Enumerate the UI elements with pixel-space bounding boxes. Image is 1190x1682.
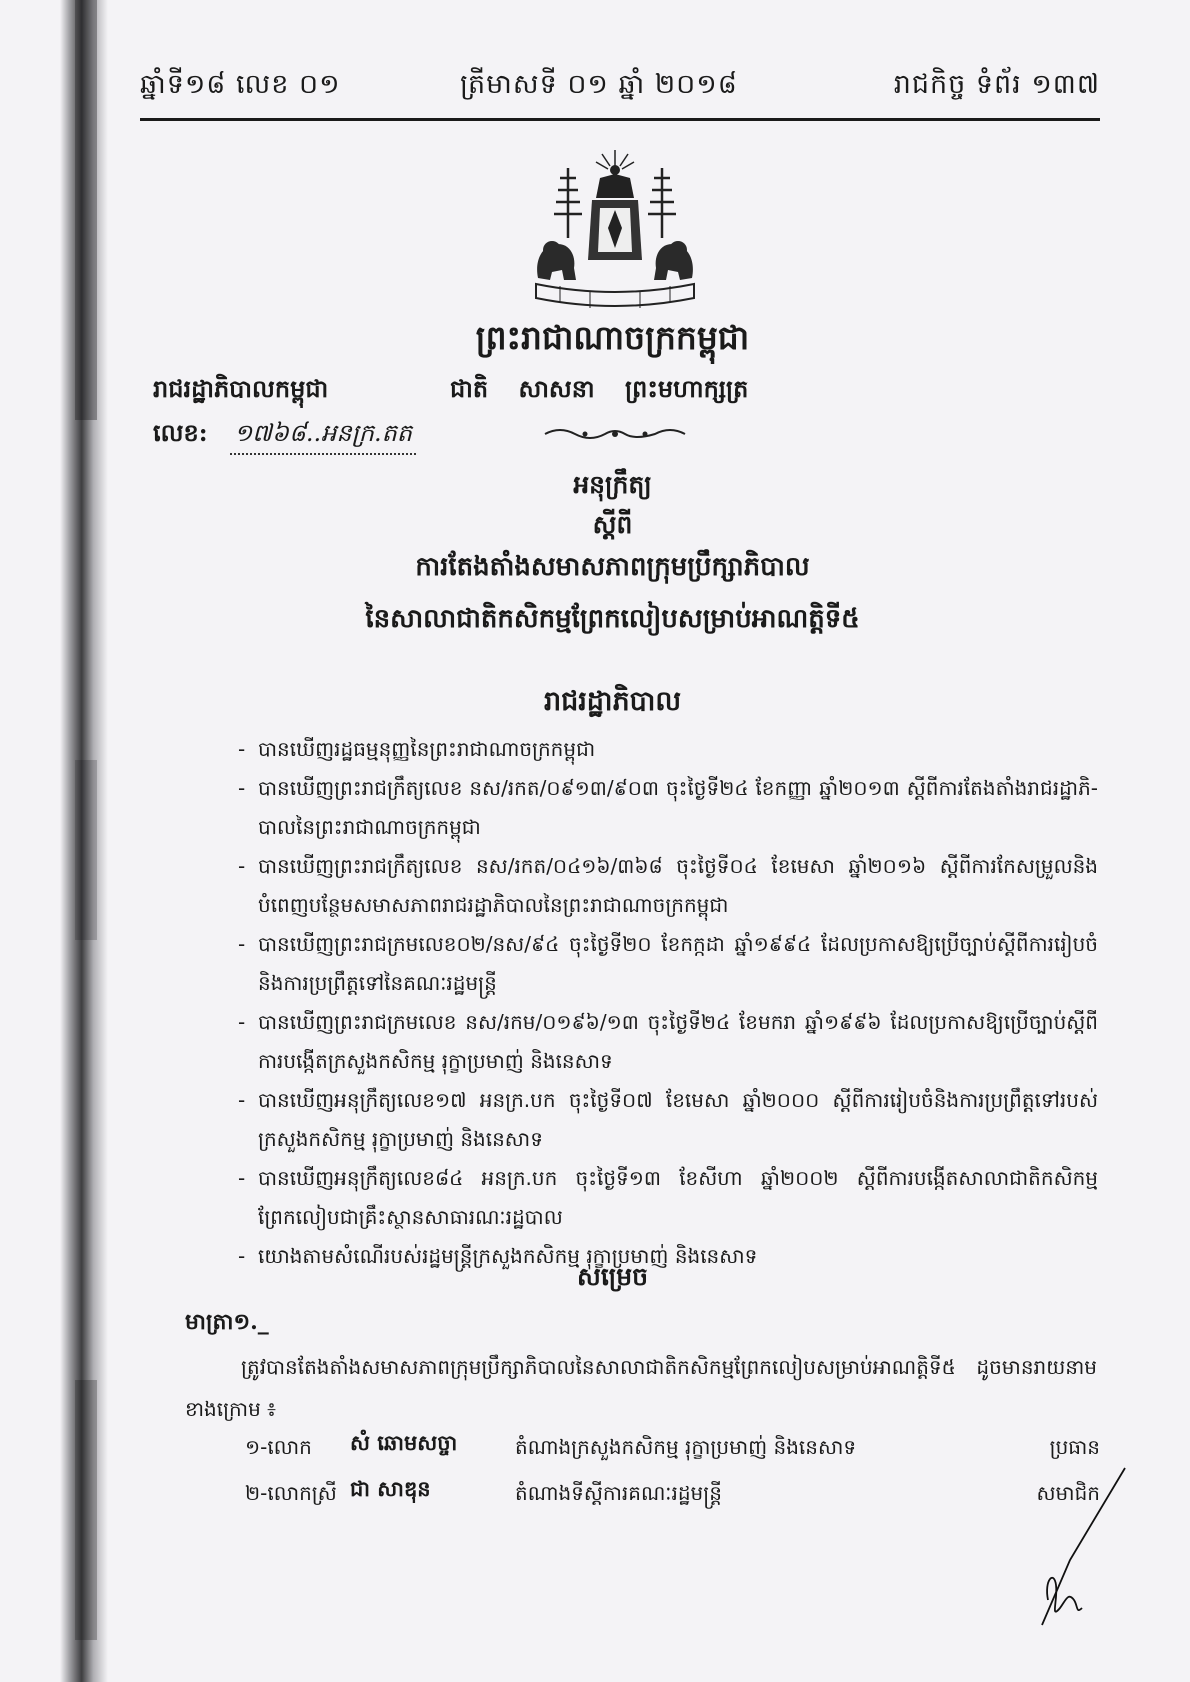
gazette-page: រាជកិច្ច ទំព័រ ១៣៧ — [893, 69, 1100, 100]
issuer-heading: រាជរដ្ឋាភិបាល — [543, 686, 682, 717]
consideration-item: - បានឃើញរដ្ឋធម្មនុញ្ញនៃព្រះរាជាណាចក្រកម្ពុជា — [238, 730, 1098, 769]
year-issue: ឆ្នាំទី១៨ លេខ ០១ — [140, 69, 341, 100]
member-row — [245, 1428, 1100, 1474]
member-row — [245, 1474, 1100, 1520]
gazette-header — [140, 58, 1100, 121]
reference-label: លេខ: — [153, 418, 208, 447]
member-number: ២-លោកស្រី — [245, 1481, 337, 1505]
consideration-item: - បានឃើញព្រះរាជក្រឹត្យលេខ នស/រកត/០៩១៣/៩០៣ ចុះថ្ងៃទី២៤ ខែកញ្ញា ឆ្នាំ២០១៣ ស្តីពីការតែងតាំងរាជរដ្ឋាភិ-បាលនៃព្រះរាជាណាចក្រកម្ពុជា — [238, 769, 1098, 847]
members-list — [245, 1428, 1100, 1520]
consideration-item: - បានឃើញអនុក្រឹត្យលេខ៨៤ អនក្រ.បក ចុះថ្ងៃទី១៣ ខែសីហា ឆ្នាំ២០០២ ស្តីពីការបង្កើតសាលាជាតិកសិកម្មព្រែកលៀបជាគ្រឹះស្ថានសាធារណៈរដ្ឋបាល — [238, 1159, 1098, 1237]
consideration-item: - បានឃើញព្រះរាជក្រមលេខ០២/នស/៩៤ ចុះថ្ងៃទី២០ ខែកក្កដា ឆ្នាំ១៩៩៤ ដែលប្រកាសឱ្យប្រើច្បាប់ស្តីពីការរៀបចំនិងការប្រព្រឹត្តទៅនៃគណៈរដ្ឋមន្ត្រី — [238, 925, 1098, 1003]
member-representing: តំណាងក្រសួងកសិកម្ម រុក្ខាប្រមាញ់ និងនេសាទ — [515, 1435, 857, 1459]
member-number: ១-លោក — [245, 1435, 312, 1459]
scan-streak — [75, 1380, 97, 1640]
considerations-list — [238, 730, 1098, 1276]
article-1-label: មាត្រា១._ — [185, 1309, 269, 1335]
consideration-item: - បានឃើញព្រះរាជក្រឹត្យលេខ នស/រកត/០៤១៦/៣៦៨ ចុះថ្ងៃទី០៤ ខែមេសា ឆ្នាំ២០១៦ ស្តីពីការកែសម្រួលនិងបំពេញបន្ថែមសមាសភាពរាជរដ្ឋាភិបាលនៃព្រះរាជាណាចក្រកម្ពុជា — [238, 847, 1098, 925]
article-1-body: ត្រូវបានតែងតាំងសមាសភាពក្រុមប្រឹក្សាភិបាលនៃសាលាជាតិកសិកម្មព្រែកលៀបសម្រាប់អាណត្តិទី៥ ដូចមានរាយនាមខាងក្រោម ៖ — [185, 1355, 1097, 1421]
member-representing: តំណាងទីស្តីការគណៈរដ្ឋមន្ត្រី — [515, 1481, 722, 1505]
document-type: អនុក្រឹត្យ — [573, 470, 652, 499]
consideration-item: - យោងតាមសំណើរបស់រដ្ឋមន្ត្រីក្រសួងកសិកម្ម រុក្ខាប្រមាញ់ និងនេសាទ — [238, 1237, 1098, 1276]
ornament-divider — [540, 424, 690, 444]
quarter: ត្រីមាសទី ០១ ឆ្នាំ ២០១៨ — [460, 69, 738, 100]
document-about: ស្តីពី — [592, 510, 633, 539]
scan-streak — [75, 760, 97, 940]
reference-number: ១៧៦៨..អនក្រ.តត — [230, 418, 416, 455]
member-role: ប្រធាន — [1049, 1435, 1100, 1459]
consideration-item: - បានឃើញព្រះរាជក្រមលេខ នស/រកម/០១៩៦/១៣ ចុះថ្ងៃទី២៤ ខែមករា ឆ្នាំ១៩៩៦ ដែលប្រកាសឱ្យប្រើច្បាប់ស្តីពីការបង្កើតក្រសួងកសិកម្ម រុក្ខាប្រមាញ់ និងនេសាទ — [238, 1003, 1098, 1081]
document-title-line1: ការតែងតាំងសមាសភាពក្រុមប្រឹក្សាភិបាល — [415, 552, 810, 582]
decision-heading: សម្រេច — [577, 1262, 648, 1291]
royal-coat-of-arms-icon — [530, 148, 700, 308]
member-name: ជា សាឌុន — [350, 1476, 431, 1501]
consideration-item: - បានឃើញអនុក្រឹត្យលេខ១៧ អនក្រ.បក ចុះថ្ងៃទី០៧ ខែមេសា ឆ្នាំ២០០០ ស្តីពីការរៀបចំនិងការប្រព្រឹត្តទៅរបស់ក្រសួងកសិកម្ម រុក្ខាប្រមាញ់ និងនេសាទ — [238, 1081, 1098, 1159]
member-name: សំ ឆោមសច្ចា — [350, 1430, 458, 1455]
national-motto: ជាតិ សាសនា ព្រះមហាក្សត្រ — [450, 374, 749, 403]
member-role: សមាជិក — [1036, 1481, 1100, 1505]
initials-signature — [1030, 1460, 1130, 1630]
document-title-line2: នៃសាលាជាតិកសិកម្មព្រែកលៀបសម្រាប់អាណត្តិទី៥ — [365, 604, 860, 634]
kingdom-title: ព្រះរាជាណាចក្រកម្ពុជា — [475, 318, 750, 357]
government-name: រាជរដ្ឋាភិបាលកម្ពុជា — [153, 374, 329, 403]
